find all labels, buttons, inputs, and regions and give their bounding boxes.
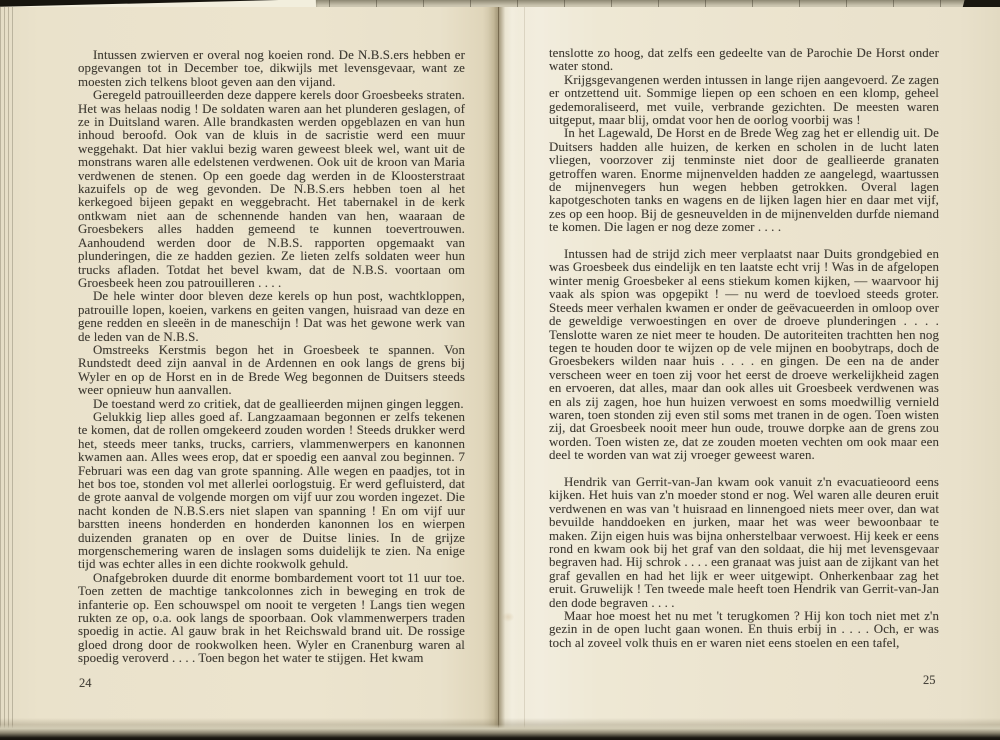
paragraph: Gelukkig liep alles goed af. Langzaamaan begonnen er zelfs tekenen te komen, dat de rollen omgekeerd zouden worden ! Steeds drukker werd het, steeds meer tanks, trucks, carriers, vlammenwerpers en kanonnen kwamen aan. Alles wees erop, dat er spoedig een aanval zou beginnen. 7 Februari was een dag van grote spanning. Alle wegen en paadjes, tot in het bos toe, stonden vol met allerlei oorlogstuig. Er werd gefluisterd, dat de grote aanval de volgende morgen om vijf uur zou worden ingezet. Die nacht konden de N.B.S.ers niet slapen van spanning ! En om vijf uur barstten ineens honderden en honderden kanonnen los en wierpen duizenden granaten op en over de Duitse linies. In de grijze morgenschemering waren de inslagen soms duidelijk te zien. Na enige tijd was echter alles in een dichte rookwolk gehuld. [78,409,465,572]
paragraph: Krijgsgevangenen werden intussen in lange rijen aangevoerd. Ze zagen er ontzettend uit. Sommige liepen op een schoen en een klomp, geheel gedemoraliseerd, met vuile, verbrande gezichten. De meesten waren uitgeput, maar blij, omdat voor hen de oorlog voorbij was ! [549,72,939,128]
paragraph: Intussen zwierven er overal nog koeien rond. De N.B.S.ers hebben er opgevangen tot in December toe, dikwijls met levensgevaar, want ze moesten zich telkens bloot geven aan den vijand. [78,48,465,89]
paragraph: Hendrik van Gerrit-van-Jan kwam ook vanuit z'n evacuatieoord eens kijken. Het huis van z'n moeder stond er nog. Wel waren alle deuren eruit verdwenen en was van 't huisraad en linnengoed niets meer over, dan wat bevuilde handdoeken en jurken, maar het was weer bewoonbaar te maken. Zijn eigen huis was bijna onherstelbaar verwoest. Hij keek er eens rond en kwam ook bij het graf van den soldaat, die hij met levensgevaar begraven had. Hij schrok . . . . een granaat was juist aan de zijkant van het graf gevallen en had het lijk er weer uitgewipt. Onherkenbaar zag het eruit. Gruwelijk ! Ten tweede male heeft toen Hendrik van Gerrit-van-Jan den dode begraven . . . . [549,474,939,610]
stacked-page-edges-left [0,7,14,732]
paragraph: Geregeld patrouilleerden deze dappere kerels door Groesbeeks straten. Het was helaas nodig ! De soldaten waren aan het plunderen geslagen, of ze in Duitsland waren. Alle brandkasten werden opgeblazen en van hun inhoud beroofd. Ook van de kluis in de sacristie werd een muur weggehakt. Dat hier vaklui bezig waren geweest bleek wel, want uit de monstrans waren alle edelstenen verdwenen. Ook uit de kroon van Maria verdwenen de stenen. Op een goede dag werden in de Kloosterstraat kazuifels op de weg gevonden. De N.B.S.ers hebben toen al het kerkegoed bijeen gepakt en weggebracht. Het tabernakel in de kerk ontkwam niet aan de schennende handen van hen, waaraan de Groesbekers alles hadden gemeend te kunnen toevertrouwen. Aanhoudend werden door de N.B.S. rapporten opgemaakt van plunderingen, die ze hadden gezien. Ze lieten zelfs soldaten weer hun trucks afladen. Totdat het bevel kwam, dat de N.B.S. voortaan om Groesbeek heen zou patrouilleren . . . . [78,88,465,290]
page-number-right: 25 [923,673,936,687]
paragraph: De toestand werd zo critiek, dat de geallieerden mijnen gingen leggen. [93,396,464,411]
paragraph: Onafgebroken duurde dit enorme bombardement voort tot 11 uur toe. Toen zetten de machtige tankcolonnes zich in beweging en trok de infanterie op. Een schouwspel om nooit te vergeten ! Langs tien wegen rukten ze op, o.a. ook langs de spoorbaan. Ook vlammenwerpers traden spoedig in actie. Al gauw brak in het Reichswald brand uit. De rossige gloed drong door de rookwolken heen. Wyler en Cranenburg waren al spoedig veroverd . . . . Toen begon het water te stijgen. Het kwam [78,570,465,666]
paper-fold-line [524,7,525,732]
paragraph: Omstreeks Kerstmis begon het in Groesbeek te spannen. Von Rundstedt deed zijn aanval in de Ardennen en ook langs de grens bij Wyler en op de Horst en in de Brede Weg begonnen de Duitsers steeds weer opnieuw hun aanvallen. [78,342,465,398]
stacked-page-edges-bottom [0,718,1000,740]
page-right-text-block [549,47,939,650]
paragraph: De hele winter door bleven deze kerels op hun post, wachtkloppen, patrouille lopen, koeien, varkens en geiten vangen, huisraad van deze en gene redden en sleeën in de maneschijn ! Dat was het gewone werk van de leden van de N.B.S. [78,289,465,344]
paragraph: In het Lagewald, De Horst en de Brede Weg zag het er ellendig uit. De Duitsers hadden alle huizen, de kerken en scholen in de lucht laten vliegen, voorzover zij tenminste niet door de geallieerde granaten getroffen waren. Enorme mijnenvelden hadden ze aangelegd, waartussen de mijnenvegers hun wegen hebben getrokken. Overal lagen kapotgeschoten tanks en wagens en de lijken lagen hier en daar met vijf, zes op een hoop. Bij de gesneuvelden in de mijnenvelden durfde niemand te komen. Die lagen er nog deze zomer . . . . [549,126,939,235]
paragraph: tenslotte zo hoog, dat zelfs een gedeelte van de Parochie De Horst onder water stond. [549,46,939,74]
open-book-spread [0,7,1000,732]
page-number-left: 24 [79,676,92,690]
paragraph: Maar hoe moest het nu met 't terugkomen ? Hij kon toch niet met z'n gezin in de open lucht gaan wonen. En thuis erbij in . . . . Och, er was toch al zoveel volk thuis en er waren niet eens stoelen en een tafel, [549,609,939,650]
book-gutter-crease [483,7,519,732]
paragraph: Intussen had de strijd zich meer verplaatst naar Duits grondgebied en was Groesbeek dus eindelijk en ten laatste echt vrij ! Was in de afgelopen winter menig Groesbeker al eens stiekum komen kijken, — waarvoor hij vaak als spion was opgepikt ! — nu werd de toevloed steeds groter. Steeds meer verhalen kwamen er onder de geëvacueerden in omloop over de geweldige verwoestingen en over de droeve plunderingen . . . . Tenslotte waren ze niet meer te houden. De autoriteiten trachtten hen nog tegen te houden door te wijzen op de vele mijnen en boobytraps, doch de Groesbekers wilden naar huis . . . . en gingen. De een na de ander verscheen weer en toen zij voor het eerst de droeve werkelijkheid zagen en ervoeren, dat alles, maar dan ook alles uit Groesbeek verdwenen was en als zij zagen, hoe hun huizen verwoest en soms moedwillig vernield waren, toen stonden zij even stil soms met tranen in de ogen. Toen wisten zij, dat Groesbeek nooit meer hun oude, trouwe dorpke aan de grens zou worden. Toen wisten ze, dat ze zouden moeten vechten om ook maar een deel te worden van wat zij vroeger geweest waren. [549,247,939,463]
page-left-text-block [78,49,465,666]
